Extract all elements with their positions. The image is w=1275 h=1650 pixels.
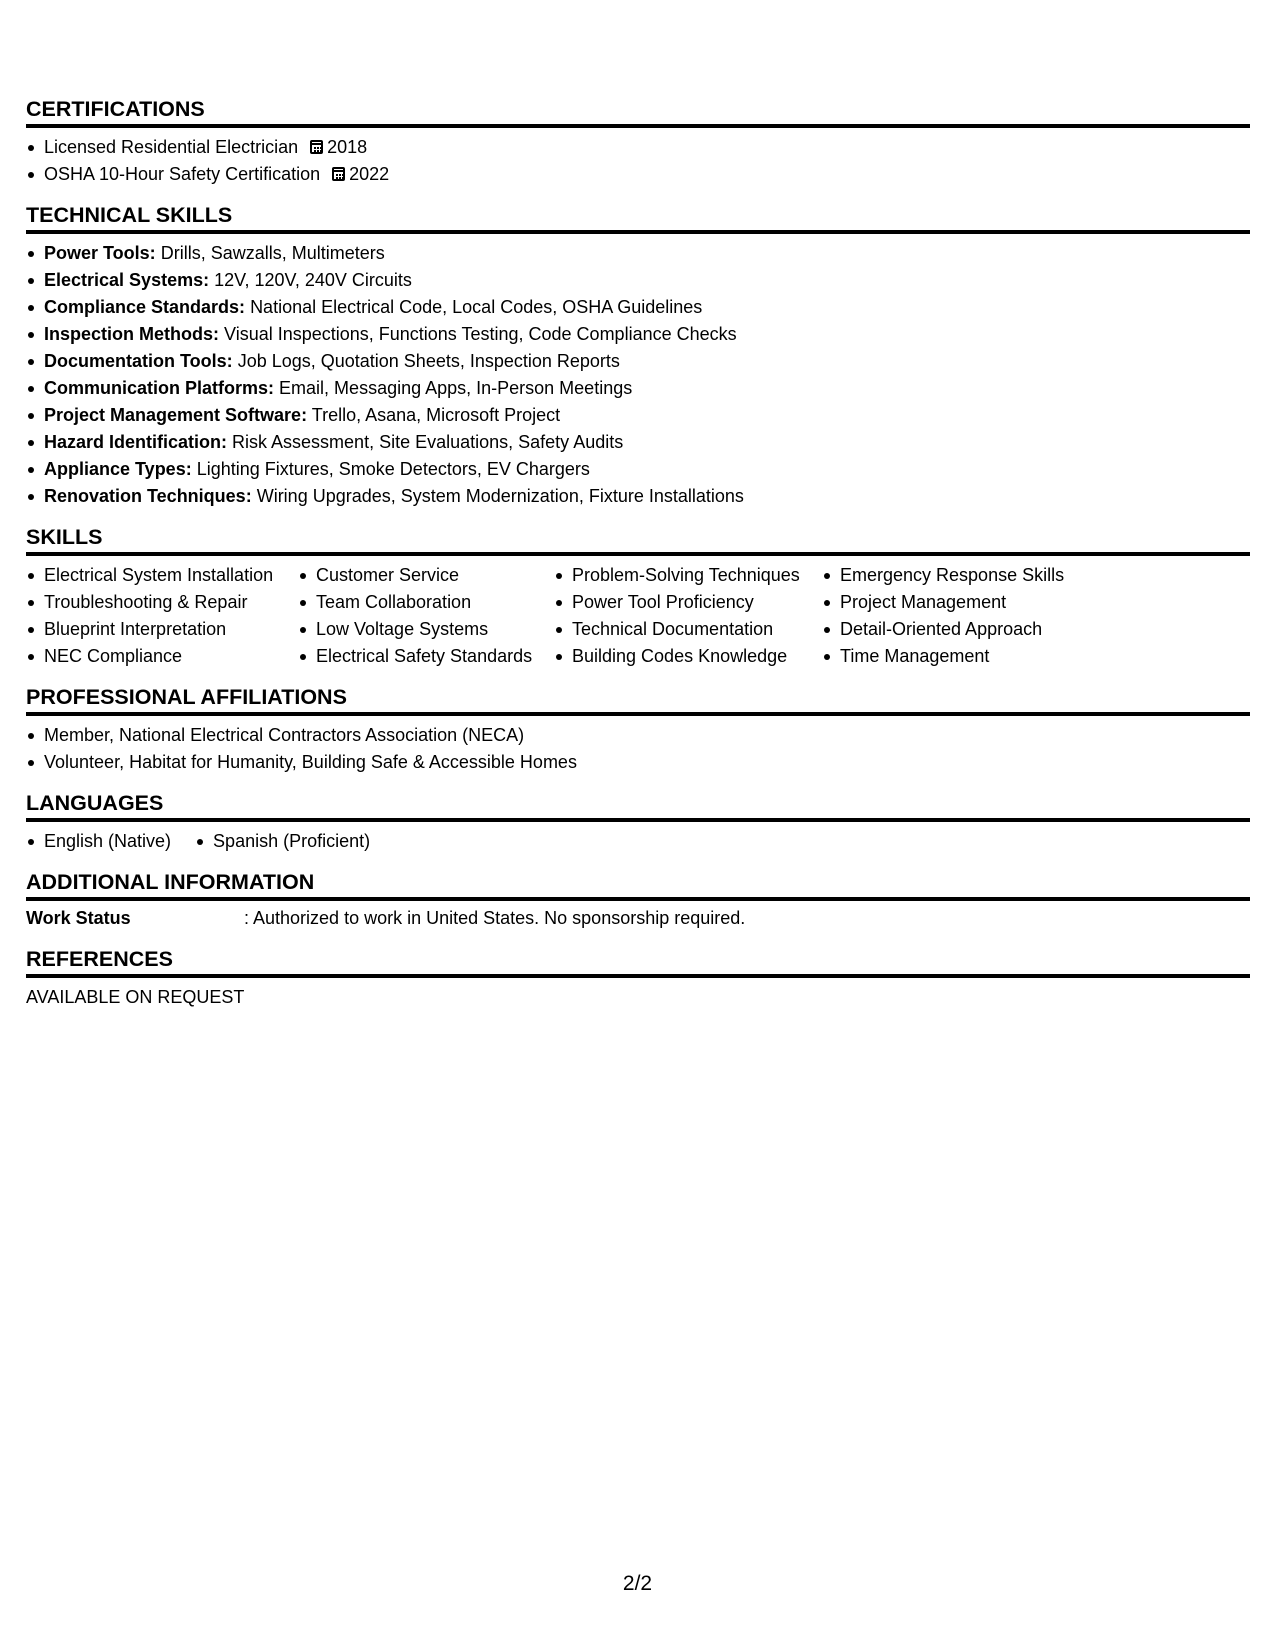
list-item: [26, 429, 1250, 456]
skill-label: Renovation Techniques:: [44, 486, 252, 506]
skill-label: Inspection Methods:: [44, 324, 219, 344]
skill-value: Trello, Asana, Microsoft Project: [311, 405, 561, 425]
skill-label: Electrical Systems:: [44, 270, 210, 290]
list-item: Detail-Oriented Approach: [822, 616, 1122, 643]
skill-value: Job Logs, Quotation Sheets, Inspection Reports: [237, 351, 620, 371]
section-title-additional-info: ADDITIONAL INFORMATION: [26, 869, 1250, 901]
list-item: Time Management: [822, 643, 1122, 670]
certification-year: 2022: [349, 164, 390, 184]
skills-section: [26, 524, 1250, 670]
section-title-affiliations: PROFESSIONAL AFFILIATIONS: [26, 684, 1250, 716]
resume-page: [26, 96, 1250, 1011]
languages-section: [26, 790, 1250, 855]
list-item: Emergency Response Skills: [822, 562, 1122, 589]
certification-year: 2018: [327, 137, 368, 157]
list-item: Troubleshooting & Repair: [26, 589, 298, 616]
list-item: [26, 375, 1250, 402]
section-title-technical-skills: TECHNICAL SKILLS: [26, 202, 1250, 234]
affiliations-section: [26, 684, 1250, 776]
references-text: AVAILABLE ON REQUEST: [26, 987, 245, 1007]
skill-label: Hazard Identification:: [44, 432, 228, 452]
skills-column: [298, 562, 554, 670]
work-status-value: : Authorized to work in United States. No sponsorship required.: [244, 908, 746, 928]
skill-label: Documentation Tools:: [44, 351, 233, 371]
section-title-skills: SKILLS: [26, 524, 1250, 556]
list-item: Volunteer, Habitat for Humanity, Building Safe & Accessible Homes: [26, 749, 1250, 776]
section-title-languages: LANGUAGES: [26, 790, 1250, 822]
certification-name: OSHA 10-Hour Safety Certification: [44, 164, 321, 184]
work-status-row: [26, 905, 1250, 932]
skill-value: Email, Messaging Apps, In-Person Meetings: [279, 378, 633, 398]
languages-list: [26, 828, 394, 855]
languages-row: [26, 828, 1250, 855]
list-item: Electrical System Installation: [26, 562, 298, 589]
skill-value: National Electrical Code, Local Codes, OSHA Guidelines: [250, 297, 703, 317]
section-title-references: REFERENCES: [26, 946, 1250, 978]
skills-column: [554, 562, 822, 670]
skill-value: Wiring Upgrades, System Modernization, Fixture Installations: [256, 486, 744, 506]
technical-skills-list: [26, 240, 1250, 510]
calendar-icon: [332, 167, 345, 181]
list-item: Problem-Solving Techniques: [554, 562, 822, 589]
list-item: [26, 240, 1250, 267]
list-item: [26, 294, 1250, 321]
list-item: Customer Service: [298, 562, 554, 589]
list-item: [26, 402, 1250, 429]
skill-value: Drills, Sawzalls, Multimeters: [160, 243, 385, 263]
list-item: Technical Documentation: [554, 616, 822, 643]
technical-skills-section: [26, 202, 1250, 510]
references-section: [26, 946, 1250, 1011]
list-item: English (Native): [26, 828, 171, 855]
list-item: Project Management: [822, 589, 1122, 616]
list-item: NEC Compliance: [26, 643, 298, 670]
skill-label: Communication Platforms:: [44, 378, 275, 398]
list-item: [26, 348, 1250, 375]
list-item: Spanish (Proficient): [195, 828, 370, 855]
list-item: Member, National Electrical Contractors Association (NECA): [26, 722, 1250, 749]
page-number: 2/2: [622, 1572, 653, 1595]
list-item: Team Collaboration: [298, 589, 554, 616]
list-item: Blueprint Interpretation: [26, 616, 298, 643]
skills-column: [26, 562, 298, 670]
list-item: [26, 321, 1250, 348]
list-item: Low Voltage Systems: [298, 616, 554, 643]
list-item: Building Codes Knowledge: [554, 643, 822, 670]
skill-label: Power Tools:: [44, 243, 156, 263]
section-title-certifications: CERTIFICATIONS: [26, 96, 1250, 128]
calendar-icon: [310, 140, 323, 154]
skills-grid: [26, 562, 1250, 670]
list-item: [26, 456, 1250, 483]
additional-info-section: [26, 869, 1250, 932]
list-item: [26, 483, 1250, 510]
skills-column: [822, 562, 1122, 670]
work-status-label: Work Status: [26, 908, 131, 928]
skill-label: Appliance Types:: [44, 459, 192, 479]
skill-value: Lighting Fixtures, Smoke Detectors, EV Chargers: [196, 459, 590, 479]
certification-name: Licensed Residential Electrician: [44, 137, 299, 157]
certifications-section: [26, 96, 1250, 188]
skill-label: Project Management Software:: [44, 405, 308, 425]
list-item: [26, 267, 1250, 294]
list-item: [26, 161, 1250, 188]
skill-value: Visual Inspections, Functions Testing, Code Compliance Checks: [224, 324, 737, 344]
skill-label: Compliance Standards:: [44, 297, 246, 317]
skill-value: 12V, 120V, 240V Circuits: [214, 270, 412, 290]
affiliations-list: [26, 722, 1250, 776]
list-item: [26, 134, 1250, 161]
certifications-list: [26, 134, 1250, 188]
list-item: Power Tool Proficiency: [554, 589, 822, 616]
skill-value: Risk Assessment, Site Evaluations, Safety Audits: [232, 432, 624, 452]
list-item: Electrical Safety Standards: [298, 643, 554, 670]
